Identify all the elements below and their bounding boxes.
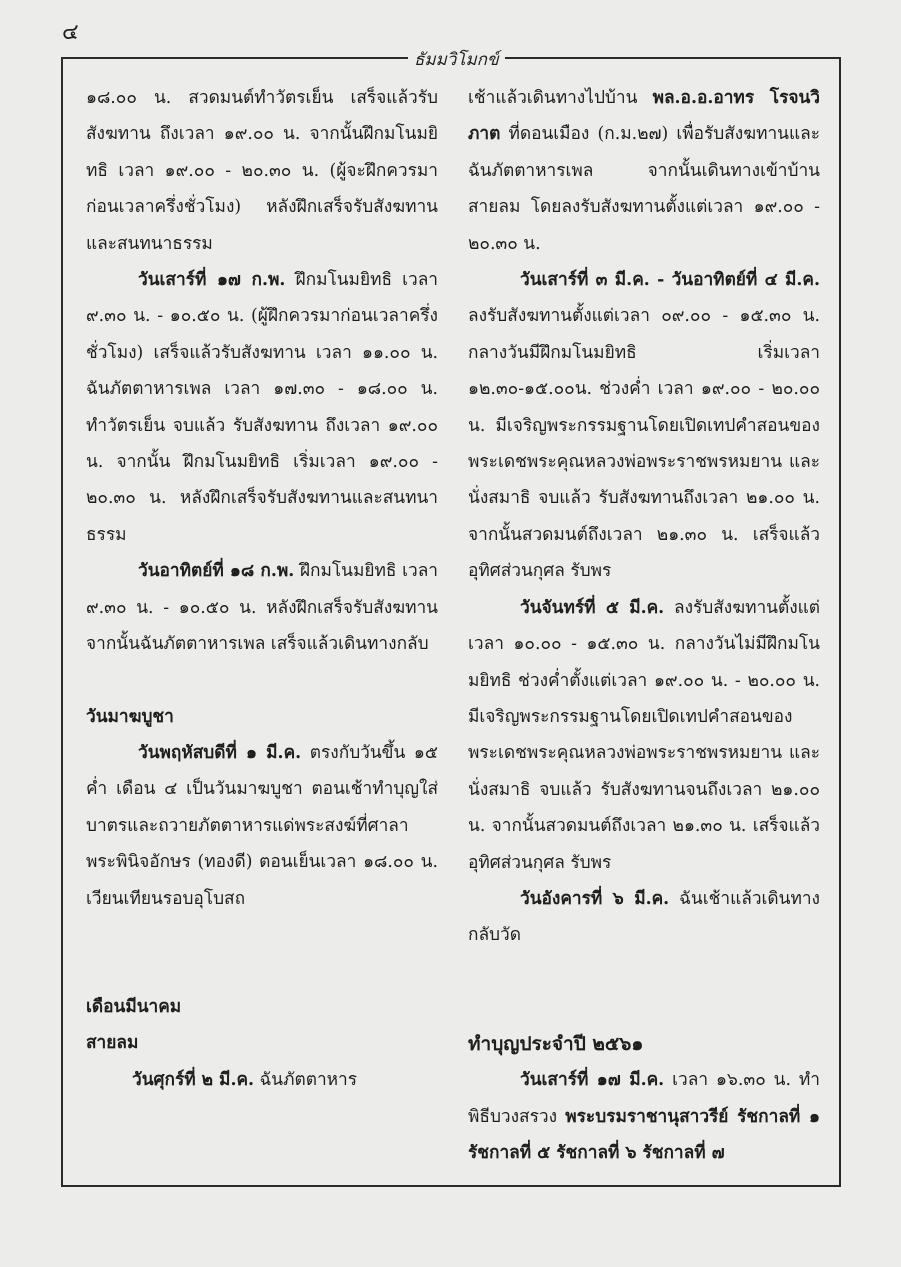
paragraph [468,1062,820,1171]
date-heading: วันอังคารที่ ๖ มี.ค. [520,888,670,909]
paragraph [468,590,820,881]
monument-name: พระบรมราชานุสาวรีย์ รัชกาลที่ ๑ รัชกาลที่ ๕ รัชกาลที่ ๖ รัชกาลที่ ๗ [468,1106,821,1163]
paragraph-text: ฉันภัตตาหาร [254,1069,358,1090]
right-column [468,80,820,1171]
paragraph [468,262,820,590]
paragraph [468,881,820,954]
paragraph [86,553,438,662]
paragraph [86,262,438,553]
paragraph-text: ฉันเช้าแล้วเดินทางกลับวัด [468,888,820,946]
paragraph [86,1062,438,1098]
left-column [86,80,438,1098]
date-heading: วันจันทร์ที่ ๕ มี.ค. [520,597,665,618]
section-heading-place: สายลม [86,1033,139,1054]
paragraph [86,735,438,917]
paragraph-text: ตรงกับวันขึ้น ๑๕ ค่ำ เดือน ๔ เป็นวันมาฆบูชา ตอนเช้าทำบุญใส่บาตรและถวายภัตตาหารแด่พระสงฆ์ที่ศาลาพระพินิจอักษร (ทองดี) ตอนเย็นเวลา ๑๘.๐๐ น. เวียนเทียนรอบอุโบสถ [86,742,438,909]
person-name: พล.อ.อ.อาทร โรจนวิภาต [468,88,820,145]
paragraph: ๑๘.๐๐ น. สวดมนต์ทำวัตรเย็น เสร็จแล้วรับสังฆทาน ถึงเวลา ๑๙.๐๐ น. จากนั้นฝึกมโนมยิทธิ เวลา ๑๙.๐๐ - ๒๐.๓๐ น. (ผู้จะฝึกควรมาก่อนเวลาครึ่งชั่วโมง) หลังฝึกเสร็จรับสังฆทานและสนทนาธรรม [86,88,438,254]
paragraph-text: ลงรับสังฆทานตั้งแต่เวลา ๐๙.๐๐ - ๑๕.๓๐ น. กลางวันมีฝึกมโนมยิทธิ เริ่มเวลา ๑๒.๓๐-๑๕.๐๐น. ช่วงค่ำ เวลา ๑๙.๐๐ - ๒๐.๐๐ น. มีเจริญพระกรรมฐานโดยเปิดเทปคำสอนของพระเดชพระคุณหลวงพ่อพระราชพรหมยาน และนั่งสมาธิ จบแล้ว รับสังฆทานถึงเวลา ๒๑.๐๐ น. จากนั้นสวดมนต์ถึงเวลา ๒๑.๓๐ น. เสร็จแล้วอุทิศส่วนกุศล รับพร [468,306,820,582]
date-heading: วันเสาร์ที่ ๓ มี.ค. - วันอาทิตย์ที่ ๔ มี.ค. [520,270,820,291]
paragraph-text: ฝึกมโนมยิทธิ เวลา ๙.๓๐ น. - ๑๐.๕๐ น. หลังฝึกเสร็จรับสังฆทาน จากนั้นฉันภัตตาหารเพล เสร็จแล้วเดินทางกลับ [86,561,438,655]
section-heading-month: เดือนมีนาคม [86,996,182,1017]
date-heading: วันศุกร์ที่ ๒ มี.ค. [132,1069,255,1090]
section-heading-makha: วันมาฆบูชา [86,706,174,727]
running-head: ธัมมวิโมกข์ [408,46,505,73]
paragraph-text: เวลา ๑๖.๓๐ น. ทำพิธีบวงสรวง [468,1070,820,1127]
date-heading: วันอาทิตย์ที่ ๑๘ ก.พ. [138,561,295,582]
paragraph-text: ฝึกมโนมยิทธิ เวลา ๙.๓๐ น. - ๑๐.๕๐ น. (ผู้ฝึกควรมาก่อนเวลาครึ่งชั่วโมง) เสร็จแล้วรับสังฆทาน เวลา ๑๑.๐๐ น. ฉันภัตตาหารเพล เวลา ๑๗.๓๐ - ๑๘.๐๐ น. ทำวัตรเย็น จบแล้ว รับสังฆทาน ถึงเวลา ๑๙.๐๐ น. จากนั้น ฝึกมโนมยิทธิ เริ่มเวลา ๑๙.๐๐ - ๒๐.๓๐ น. หลังฝึกเสร็จรับสังฆทานและสนทนาธรรม [86,270,438,545]
section-heading-merit: ทำบุญประจำปี ๒๕๖๑ [468,1032,644,1055]
date-heading: วันเสาร์ที่ ๑๗ มี.ค. [520,1070,665,1091]
page-number: ๔ [62,20,79,45]
paragraph [468,80,820,262]
paragraph-text: ที่ดอนเมือง (ก.ม.๒๗) เพื่อรับสังฆทานและฉันภัตตาหารเพล จากนั้นเดินทางเข้าบ้านสายลม โดยลงรับสังฆทานตั้งแต่เวลา ๑๙.๐๐ - ๒๐.๓๐ น. [468,124,820,254]
date-heading: วันเสาร์ที่ ๑๗ ก.พ. [138,270,286,291]
paragraph-text: ลงรับสังฆทานตั้งแต่เวลา ๑๐.๐๐ - ๑๕.๓๐ น. กลางวันไม่มีฝึกมโนมยิทธิ ช่วงค่ำตั้งแต่เวลา ๑๙.๐๐ น. - ๒๐.๐๐ น. มีเจริญพระกรรมฐานโดยเปิดเทปคำสอนของพระเดชพระคุณหลวงพ่อพระราชพรหมยาน และนั่งสมาธิ จบแล้ว รับสังฆทานจนถึงเวลา ๒๑.๐๐ น. จากนั้นสวดมนต์ถึงเวลา ๒๑.๓๐ น. เสร็จแล้วอุทิศส่วนกุศล รับพร [468,597,821,873]
date-heading: วันพฤหัสบดีที่ ๑ มี.ค. [138,742,302,763]
paragraph-text: เช้าแล้วเดินทางไปบ้าน [468,88,653,108]
